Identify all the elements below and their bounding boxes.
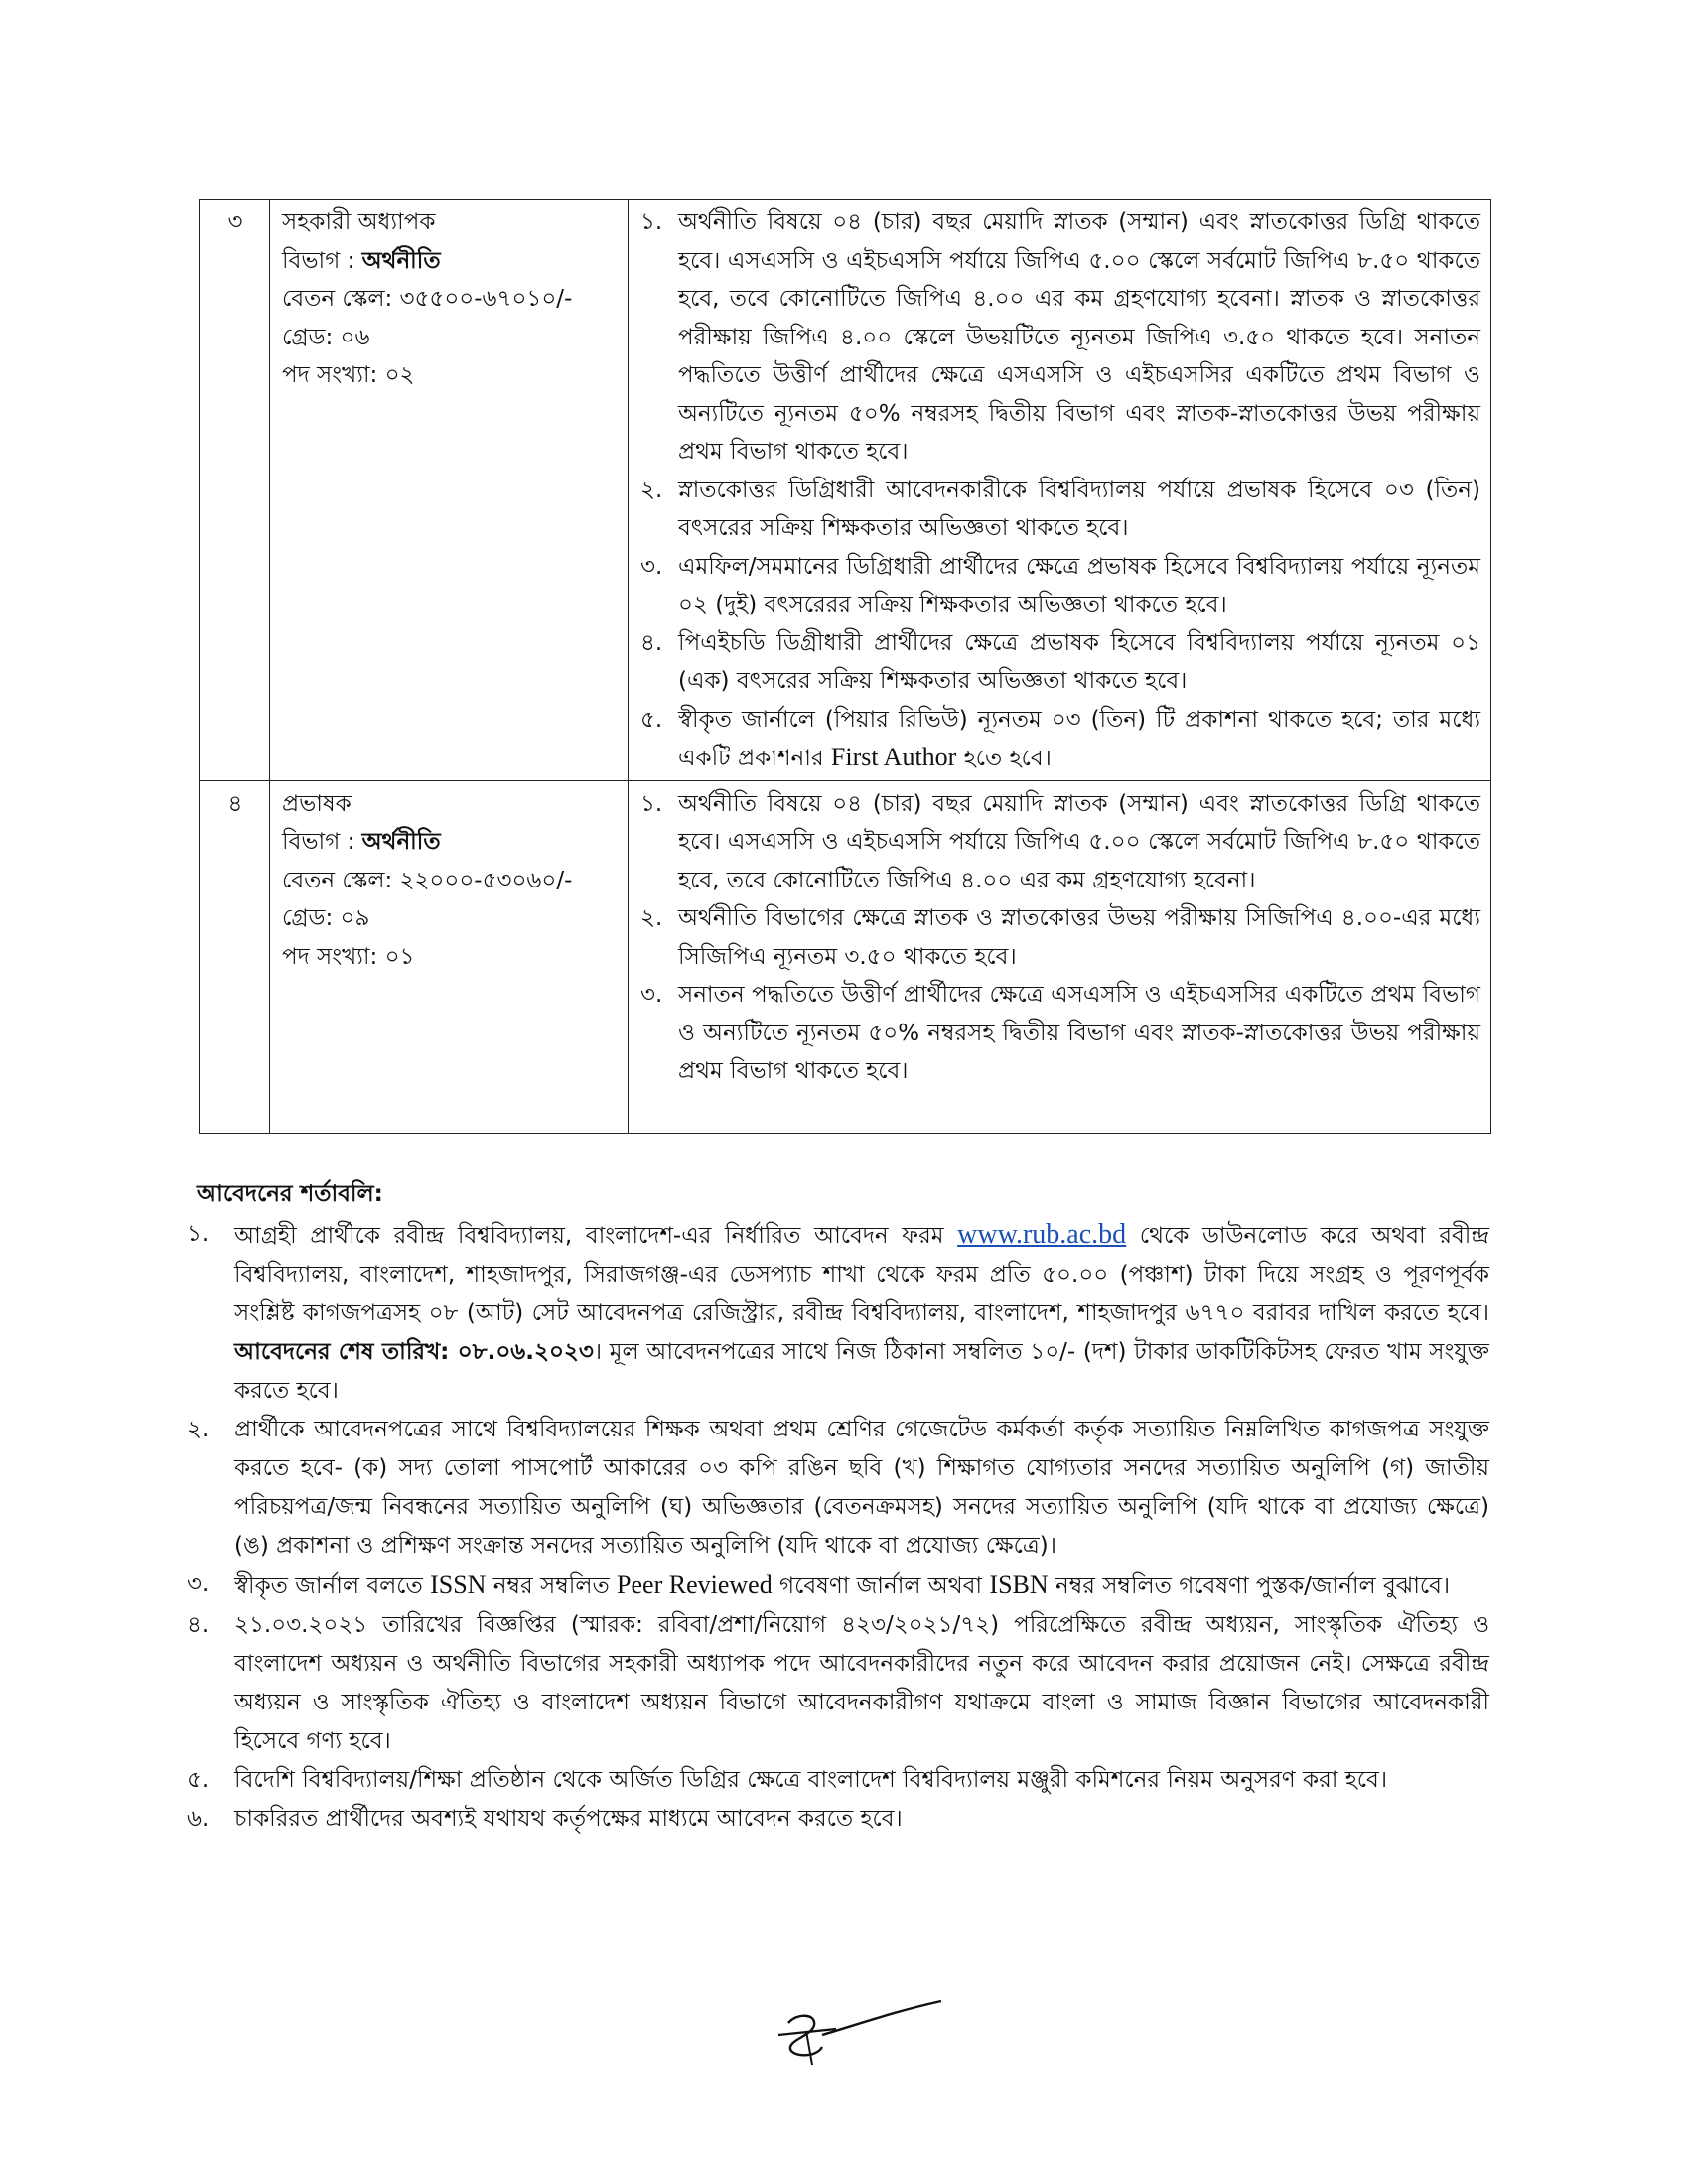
list-item: ২. প্রার্থীকে আবেদনপত্রের সাথে বিশ্ববিদ্যালয়ের শিক্ষক অথবা প্রথম শ্রেণির গেজেটেড কর্মকর্তা কর্তৃক সত্যায়িত নিম্নলিখিত কাগজপত্র সংযুক্ত করতে হবে- (ক) সদ্য তোলা পাসপোর্ট আকারের ০৩ কপি রঙিন ছবি (খ) শিক্ষাগত যোগ্যতার সনদের সত্যায়িত অনুলিপি (গ) জাতীয় পরিচয়পত্র/জন্ম নিবন্ধনের সত্যায়িত অনুলিপি (ঘ) অভিজ্ঞতার (বেতনক্রমসহ) সনদের সত্যায়িত অনুলিপি (যদি থাকে বা প্রযোজ্য ক্ষেত্রে) (ঙ) প্রকাশনা ও প্রশিক্ষণ সংক্রান্ত সনদের সত্যায়িত অনুলিপি (যদি থাকে বা প্রযোজ্য ক্ষেত্রে)। xyxy=(187,1417,1489,1559)
grade: গ্রেড: ০৬ xyxy=(282,324,370,350)
deadline-text: আবেদনের শেষ তারিখ: ০৮.০৬.২০২৩ xyxy=(234,1339,594,1365)
department-line: বিভাগ : অর্থনীতি xyxy=(282,829,441,855)
list-item: ৫. বিদেশি বিশ্ববিদ্যালয়/শিক্ষা প্রতিষ্ঠান থেকে অর্জিত ডিগ্রির ক্ষেত্রে বাংলাদেশ বিশ্ববিদ্যালয় মঞ্জুরী কমিশনের নিয়ম অনুসরণ করা হবে। xyxy=(187,1767,1388,1793)
designation-cell xyxy=(270,200,629,781)
serial-cell: ৩ xyxy=(200,200,270,781)
table-row xyxy=(200,200,1491,781)
list-item: ৪. পিএইচডি ডিগ্রীধারী প্রার্থীদের ক্ষেত্রে প্রভাষক হিসেবে বিশ্ববিদ্যালয় পর্যায়ে ন্যূনতম ০১ (এক) বৎসরের সক্রিয় শিক্ষকতার অভিজ্ঞতা থাকতে হবে। xyxy=(640,629,1480,694)
list-item: ২. অর্থনীতি বিভাগের ক্ষেত্রে স্নাতক ও স্নাতকোত্তর উভয় পরীক্ষায় সিজিপিএ ৪.০০-এর মধ্যে সিজিপিএ ন্যূনতম ৩.৫০ থাকতে হবে। xyxy=(640,905,1480,970)
grade: গ্রেড: ০৯ xyxy=(282,905,370,931)
list-item: ৩. স্বীকৃত জার্নাল বলতে ISSN নম্বর সম্বলিত Peer Reviewed গবেষণা জার্নাল অথবা ISBN নম্বর সম্বলিত গবেষণা পুস্তক/জার্নাল বুঝাবে। xyxy=(187,1570,1451,1599)
pay-scale: বেতন স্কেল: ৩৫৫০০-৬৭০১০/- xyxy=(282,286,573,312)
department-line: বিভাগ : অর্থনীতি xyxy=(282,247,441,274)
list-item: ৩. এমফিল/সমমানের ডিগ্রিধারী প্রার্থীদের ক্ষেত্রে প্রভাষক হিসেবে বিশ্ববিদ্যালয় পর্যায়ে ন্যূনতম ০২ (দুই) বৎসরেরর সক্রিয় শিক্ষকতার অভিজ্ঞতা থাকতে হবে। xyxy=(640,553,1480,617)
designation-cell xyxy=(270,780,629,1133)
post-count: পদ সংখ্যা: ০২ xyxy=(282,362,415,388)
list-item: ১. অর্থনীতি বিষয়ে ০৪ (চার) বছর মেয়াদি স্নাতক (সম্মান) এবং স্নাতকোত্তর ডিগ্রি থাকতে হবে। এসএসসি ও এইচএসসি পর্যায়ে জিপিএ ৫.০০ স্কেলে সর্বমোট জিপিএ ৮.৫০ থাকতে হবে, তবে কোনোটিতে জিপিএ ৪.০০ এর কম গ্রহণযোগ্য হবেনা। xyxy=(640,790,1480,893)
list-item: ১. অর্থনীতি বিষয়ে ০৪ (চার) বছর মেয়াদি স্নাতক (সম্মান) এবং স্নাতকোত্তর ডিগ্রি থাকতে হবে। এসএসসি ও এইচএসসি পর্যায়ে জিপিএ ৫.০০ স্কেলে সর্বমোট জিপিএ ৮.৫০ থাকতে হবে, তবে কোনোটিতে জিপিএ ৪.০০ এর কম গ্রহণযোগ্য হবেনা। স্নাতক ও স্নাতকোত্তর পরীক্ষায় জিপিএ ৪.০০ স্কেলে উভয়টিতে ন্যূনতম জিপিএ ৩.৫০ থাকতে হবে। সনাতন পদ্ধতিতে উত্তীর্ণ প্রার্থীদের ক্ষেত্রে এসএসসি ও এইচএসসির একটিতে প্রথম বিভাগ ও অন্যটিতে ন্যূনতম ৫০% নম্বরসহ দ্বিতীয় বিভাগ এবং স্নাতক-স্নাতকোত্তর উভয় পরীক্ষায় প্রথম বিভাগ থাকতে হবে। xyxy=(640,209,1480,465)
department-name: অর্থনীতি xyxy=(361,247,441,274)
serial-cell: ৪ xyxy=(200,780,270,1133)
requirements-cell xyxy=(629,200,1491,781)
list-item: ১. আগ্রহী প্রার্থীকে রবীন্দ্র বিশ্ববিদ্যালয়, বাংলাদেশ-এর নির্ধারিত আবেদন ফরম www.rub.ac.bd থেকে ডাউনলোড করে অথবা রবীন্দ্র বিশ্ববিদ্যালয়, বাংলাদেশ, শাহজাদপুর, সিরাজগঞ্জ-এর ডেসপ্যাচ শাখা থেকে ফরম প্রতি ৫০.০০ (পঞ্চাশ) টাকা দিয়ে সংগ্রহ ও পূরণপূর্বক সংশ্লিষ্ট কাগজপত্রসহ ০৮ (আট) সেট আবেদনপত্র রেজিস্ট্রার, রবীন্দ্র বিশ্ববিদ্যালয়, বাংলাদেশ, শাহজাদপুর ৬৭৭০ বরাবর দাখিল করতে হবে। আবেদনের শেষ তারিখ: ০৮.০৬.২০২৩। মূল আবেদনপত্রের সাথে নিজ ঠিকানা সম্বলিত ১০/- (দশ) টাকার ডাকটিকিটসহ ফেরত খাম সংযুক্ত করতে হবে। xyxy=(187,1219,1489,1404)
list-item: ৩. সনাতন পদ্ধতিতে উত্তীর্ণ প্রার্থীদের ক্ষেত্রে এসএসসি ও এইচএসসির একটিতে প্রথম বিভাগ ও অন্যটিতে ন্যূনতম ৫০% নম্বরসহ দ্বিতীয় বিভাগ এবং স্নাতক-স্নাতকোত্তর উভয় পরীক্ষায় প্রথম বিভাগ থাকতে হবে। xyxy=(640,982,1480,1084)
conditions-list xyxy=(187,1215,1489,1839)
requirements-cell xyxy=(629,780,1491,1133)
table-row xyxy=(200,780,1491,1133)
signature-icon xyxy=(776,1995,945,2075)
designation: প্রভাষক xyxy=(282,790,352,817)
post-count: পদ সংখ্যা: ০১ xyxy=(282,943,415,970)
posts-table xyxy=(199,199,1491,1134)
pay-scale: বেতন স্কেল: ২২০০০-৫৩০৬০/- xyxy=(282,867,573,893)
first-author-text: First Author xyxy=(830,743,957,771)
list-item: ৬. চাকরিরত প্রার্থীদের অবশ্যই যথাযথ কর্তৃপক্ষের মাধ্যমে আবেদন করতে হবে। xyxy=(187,1806,903,1832)
designation: সহকারী অধ্যাপক xyxy=(282,209,436,235)
conditions-heading: আবেদনের শর্তাবলি: xyxy=(197,1181,383,1207)
list-item: ৪. ২১.০৩.২০২১ তারিখের বিজ্ঞপ্তির (স্মারক: রবিবা/প্রশা/নিয়োগ ৪২৩/২০২১/৭২) পরিপ্রেক্ষিতে রবীন্দ্র অধ্যয়ন, সাংস্কৃতিক ঐতিহ্য ও বাংলাদেশ অধ্যয়ন ও অর্থনীতি বিভাগের সহকারী অধ্যাপক পদে আবেদনকারীদের নতুন করে আবেদন করার প্রয়োজন নেই। সেক্ষত্রে রবীন্দ্র অধ্যয়ন ও সাংস্কৃতিক ঐতিহ্য ও বাংলাদেশ অধ্যয়ন বিভাগে আবেদনকারীগণ যথাক্রমে বাংলা ও সামাজ বিজ্ঞান বিভাগের আবেদনকারী হিসেবে গণ্য হবে। xyxy=(187,1612,1489,1754)
list-item: ২. স্নাতকোত্তর ডিগ্রিধারী আবেদনকারীকে বিশ্ববিদ্যালয় পর্যায়ে প্রভাষক হিসেবে ০৩ (তিন) বৎসরের সক্রিয় শিক্ষকতার অভিজ্ঞতা থাকতে হবে। xyxy=(640,477,1480,541)
list-item: ৫. স্বীকৃত জার্নালে (পিয়ার রিভিউ) ন্যূনতম ০৩ (তিন) টি প্রকাশনা থাকতে হবে; তার মধ্যে একটি প্রকাশনার First Author হতে হবে। xyxy=(640,706,1480,771)
department-name: অর্থনীতি xyxy=(361,829,441,855)
website-link[interactable]: www.rub.ac.bd xyxy=(957,1219,1127,1250)
